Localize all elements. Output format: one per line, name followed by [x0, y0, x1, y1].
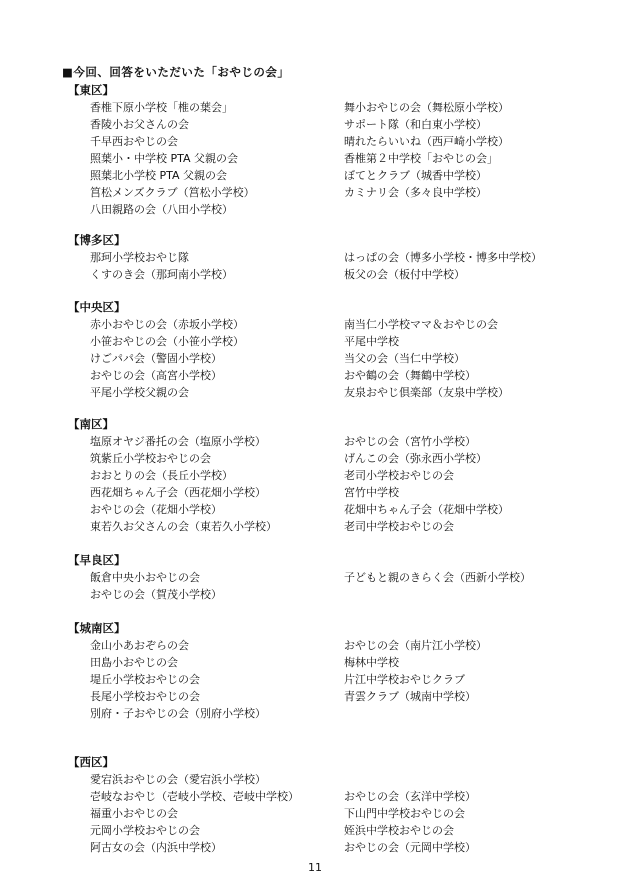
list-item: 子どもと親のきらく会（西新小学校） — [344, 571, 531, 584]
section-title: 【城南区】 — [68, 621, 126, 635]
list-item: 南当仁小学校ママ＆おやじの会 — [344, 318, 498, 331]
list-item: 飯倉中央小おやじの会 — [90, 571, 200, 584]
list-item: 板父の会（板付中学校） — [344, 268, 465, 281]
list-item: 田島小おやじの会 — [90, 656, 178, 669]
list-item: 香椎第２中学校「おやじの会」 — [344, 152, 498, 165]
list-item: 青雲クラブ（城南中学校） — [344, 690, 476, 703]
list-item: 舞小おやじの会（舞松原小学校） — [344, 101, 509, 114]
list-item: 片江中学校おやじクラブ — [344, 673, 465, 686]
list-item: 赤小おやじの会（赤坂小学校） — [90, 318, 244, 331]
left-column — [90, 316, 244, 401]
list-item: けごパパ会（警固小学校） — [90, 352, 222, 365]
list-item: 筑紫丘小学校おやじの会 — [90, 452, 211, 465]
left-column — [90, 637, 266, 722]
right-column — [344, 788, 476, 856]
list-item: 平尾小学校父親の会 — [90, 386, 189, 399]
list-item: 八田親路の会（八田小学校） — [90, 203, 233, 216]
list-item: 梅林中学校 — [344, 656, 399, 669]
list-item: 元岡小学校おやじの会 — [90, 824, 200, 837]
list-item: 堤丘小学校おやじの会 — [90, 673, 200, 686]
page-heading: ■今回、回答をいただいた「おやじの会」 — [62, 65, 290, 79]
list-item: 宮竹中学校 — [344, 486, 399, 499]
list-item: くすのき会（那珂南小学校） — [90, 268, 233, 281]
list-item: 金山小あおぞらの会 — [90, 639, 189, 652]
list-item: おやじの会（南片江小学校） — [344, 639, 487, 652]
list-item: おやじの会（玄洋中学校） — [344, 790, 476, 803]
list-item: おやじの会（高宮小学校） — [90, 369, 222, 382]
list-item: 下山門中学校おやじの会 — [344, 807, 465, 820]
list-item: 壱岐なおやじ（壱岐小学校、壱岐中学校） — [90, 790, 299, 803]
left-column — [90, 433, 277, 535]
list-item: げんこの会（弥永西小学校） — [344, 452, 487, 465]
list-item: 阿古女の会（内浜中学校） — [90, 841, 222, 854]
section-title: 【東区】 — [68, 83, 114, 97]
list-item: 老司中学校おやじの会 — [344, 520, 454, 533]
right-column — [344, 249, 542, 283]
list-item: 筥松メンズクラブ（筥松小学校） — [90, 186, 255, 199]
list-item: 千早西おやじの会 — [90, 135, 178, 148]
list-item: 別府・子おやじの会（別府小学校） — [90, 707, 266, 720]
left-column — [90, 569, 222, 603]
list-item: サポート隊（和白東小学校） — [344, 118, 487, 131]
section-title: 【南区】 — [68, 417, 114, 431]
list-item: 塩原オヤジ番托の会（塩原小学校） — [90, 435, 266, 448]
list-item: 花畑中ちゃん子会（花畑中学校） — [344, 503, 509, 516]
right-column — [344, 637, 487, 705]
list-item: 晴れたらいいね（西戸崎小学校） — [344, 135, 509, 148]
list-item: 当父の会（当仁中学校） — [344, 352, 465, 365]
right-column — [344, 569, 531, 586]
list-item: 姪浜中学校おやじの会 — [344, 824, 454, 837]
list-item: はっぱの会（博多小学校・博多中学校） — [344, 251, 542, 264]
right-column — [344, 99, 509, 201]
list-item: 照葉北小学校 PTA 父親の会 — [90, 169, 228, 182]
list-item: おやじの会（元岡中学校） — [344, 841, 476, 854]
left-column — [90, 249, 233, 283]
list-item: 友泉おやじ倶楽部（友泉中学校） — [344, 386, 509, 399]
section-title: 【博多区】 — [68, 233, 126, 247]
list-item: 香陵小お父さんの会 — [90, 118, 189, 131]
list-item: 小笹おやじの会（小笹小学校） — [90, 335, 244, 348]
page-number: 11 — [308, 861, 322, 874]
section-title: 【早良区】 — [68, 553, 126, 567]
right-column — [344, 316, 509, 401]
list-item: おやじの会（花畑小学校） — [90, 503, 222, 516]
section-title: 【西区】 — [68, 755, 114, 769]
list-item: 長尾小学校おやじの会 — [90, 690, 200, 703]
section-title: 【中央区】 — [68, 300, 126, 314]
list-item: おやじの会（賀茂小学校） — [90, 588, 222, 601]
list-item: ぼてとクラブ（城香中学校） — [344, 169, 487, 182]
list-item: おやじの会（宮竹小学校） — [344, 435, 476, 448]
right-column — [344, 433, 509, 535]
list-item: カミナリ会（多々良中学校） — [344, 186, 487, 199]
list-item: 福重小おやじの会 — [90, 807, 178, 820]
list-item: 愛宕浜おやじの会（愛宕浜小学校） — [90, 773, 266, 786]
list-item: 東若久お父さんの会（東若久小学校） — [90, 520, 277, 533]
list-item: おおとりの会（長丘小学校） — [90, 469, 233, 482]
list-item: 西花畑ちゃん子会（西花畑小学校） — [90, 486, 266, 499]
list-item: 香椎下原小学校「椎の葉会」 — [90, 101, 233, 114]
list-item: 那珂小学校おやじ隊 — [90, 251, 189, 264]
left-column — [90, 771, 299, 856]
list-item: 平尾中学校 — [344, 335, 399, 348]
left-column — [90, 99, 255, 218]
list-item: 老司小学校おやじの会 — [344, 469, 454, 482]
list-item: 照葉小・中学校 PTA 父親の会 — [90, 152, 239, 165]
list-item: おや鶴の会（舞鶴中学校） — [344, 369, 476, 382]
